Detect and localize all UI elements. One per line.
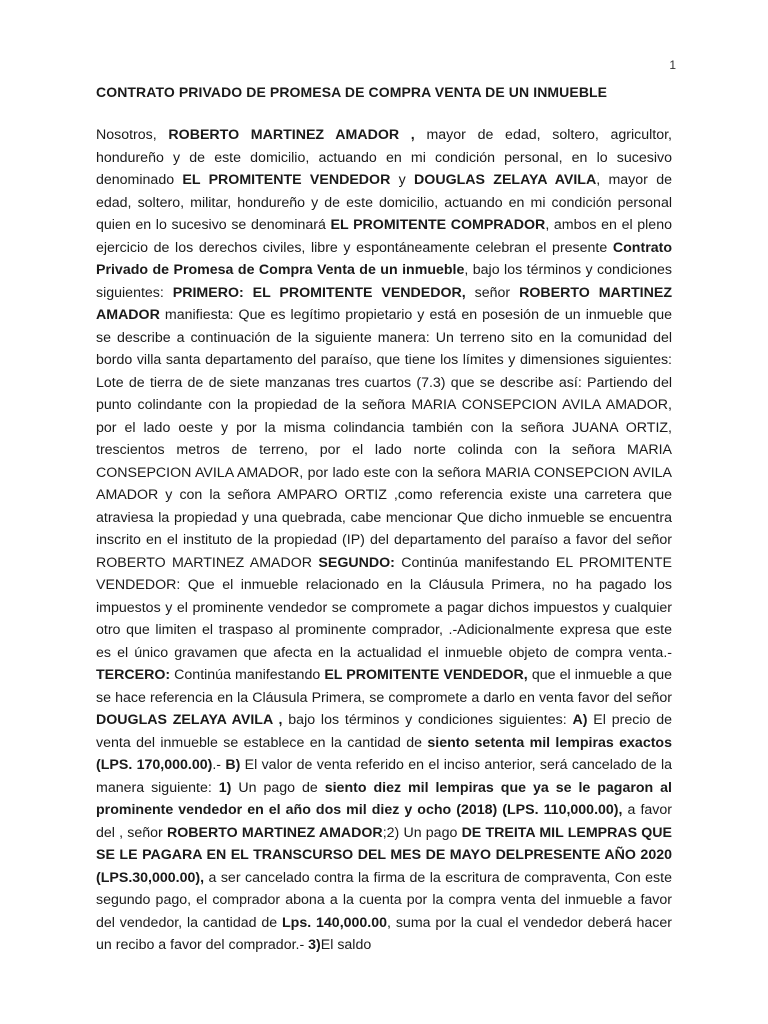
text-segment: a ser cancelado contra la firma de la escritura de compraventa, Con este segundo pago, el comprador abona a la cuenta por la compra venta del inmueble a favor del vendedor, la cantidad de <box>96 869 672 931</box>
bold-text-segment: DOUGLAS ZELAYA AVILA , <box>96 712 283 728</box>
text-segment: Un pago de <box>231 779 325 796</box>
text-segment: El valor de venta referido en el inciso anterior, será cancelado de la manera siguiente: <box>96 757 672 796</box>
bold-text-segment: DE TREITA MIL LEMPRAS QUE SE LE PAGARA EN EL TRANSCURSO DEL MES DE MAYO DELPRESENTE AÑO 2020 (LPS.30,000.00), <box>96 824 673 886</box>
bold-text-segment: ROBERTO MARTINEZ AMADOR , <box>168 127 415 143</box>
bold-text-segment: ROBERTO MARTINEZ AMADOR <box>96 284 672 323</box>
text-segment: ;2) Un pago <box>382 824 462 841</box>
text-segment: .- <box>212 757 226 773</box>
text-segment: a favor del , señor <box>96 802 672 841</box>
text-segment: , suma por la cual el vendedor deberá hacer un recibo a favor del comprador.- <box>96 914 672 953</box>
page-number: 1 <box>669 58 676 72</box>
text-segment: El saldo <box>320 937 372 953</box>
text-segment: Nosotros, <box>96 127 169 143</box>
bold-text-segment: Contrato Privado de Promesa de Compra Venta de un inmueble <box>96 239 672 278</box>
bold-text-segment: Lps. 140,000.00 <box>282 914 388 931</box>
text-segment: , bajo los términos y condiciones siguientes: <box>96 262 672 301</box>
bold-text-segment: TERCERO: <box>96 667 171 683</box>
bold-text-segment: siento diez mil lempiras que ya se le pagaron al prominente vendedor en el año dos mil diez y ocho (2018) (LPS. 110,000.00), <box>96 779 672 818</box>
bold-text-segment: A) <box>572 712 588 728</box>
text-segment: , ambos en el pleno ejercicio de los derechos civiles, libre y espontáneamente celebran el presente <box>96 217 672 256</box>
text-segment: , mayor de edad, soltero, militar, hondureño y de este domicilio, actuando en mi condición personal quien en lo sucesivo se denominará <box>96 172 672 233</box>
text-segment: Continúa manifestando <box>170 667 325 683</box>
text-segment: bajo los términos y condiciones siguientes: <box>282 712 573 728</box>
bold-text-segment: SEGUNDO: <box>318 554 395 571</box>
bold-text-segment: PRIMERO: EL PROMITENTE VENDEDOR, <box>172 284 466 301</box>
bold-text-segment: DOUGLAS ZELAYA AVILA <box>414 172 597 188</box>
text-segment: y <box>390 172 415 188</box>
text-segment: mayor de edad, soltero, agricultor, hondureño y de este domicilio, actuando en mi condición personal, en lo sucesivo denominado <box>96 127 672 188</box>
document-title: CONTRATO PRIVADO DE PROMESA DE COMPRA VENTA DE UN INMUEBLE <box>96 84 608 100</box>
bold-text-segment: B) <box>225 757 241 773</box>
text-segment: El precio de venta del inmueble se establece en la cantidad de <box>96 712 672 751</box>
contract-body <box>96 124 672 957</box>
bold-text-segment: ROBERTO MARTINEZ AMADOR <box>166 824 383 841</box>
text-segment: señor <box>465 284 520 301</box>
text-segment: que el inmueble a que se hace referencia en la Cláusula Primera, se compromete a darlo en venta favor del señor <box>96 667 672 706</box>
bold-text-segment: EL PROMITENTE VENDEDOR, <box>324 667 528 683</box>
text-segment: manifiesta: Que es legítimo propietario y está en posesión de un inmueble que se describe a continuación de la siguiente manera: Un terreno sito en la comunidad del bordo villa santa departamento del paraíso, que tiene los límites y dimensiones siguientes: Lote de tierra de de siete manzanas tres cuartos (7.3) que se describe así: Partiendo del punto colindante con la propiedad de la señora MARIA CONSEPCION AVILA AMADOR, por el lado oeste y por la misma colindancia también con la señora JUANA ORTIZ, trescientos metros de terreno, por el lado norte colinda con la señora MARIA CONSEPCION AVILA AMADOR, por lado este con la señora MARIA CONSEPCION AVILA AMADOR y con la señora AMPARO ORTIZ ,como referencia existe una carretera que atraviesa la propiedad y una quebrada, cabe mencionar Que dicho inmueble se encuentra inscrito en el instituto de la propiedad (IP) del departamento del paraíso a favor del señor ROBERTO MARTINEZ AMADOR <box>96 307 672 571</box>
text-segment: Continúa manifestando EL PROMITENTE VENDEDOR: Que el inmueble relacionado en la Cláusula Primera, no ha pagado los impuestos y el prominente vendedor se compromete a pagar dichos impuestos y cualquier otro que limiten el traspaso al prominente comprador, .-Adicionalmente expresa que este es el único gravamen que afecta en la actualidad el inmueble objeto de compra venta.- <box>96 554 672 661</box>
bold-text-segment: EL PROMITENTE COMPRADOR <box>330 217 546 233</box>
bold-text-segment: siento setenta mil lempiras exactos (LPS. 170,000.00) <box>96 734 672 773</box>
bold-text-segment: 3) <box>308 937 321 953</box>
bold-text-segment: 1) <box>218 779 232 796</box>
bold-text-segment: EL PROMITENTE VENDEDOR <box>182 172 391 188</box>
